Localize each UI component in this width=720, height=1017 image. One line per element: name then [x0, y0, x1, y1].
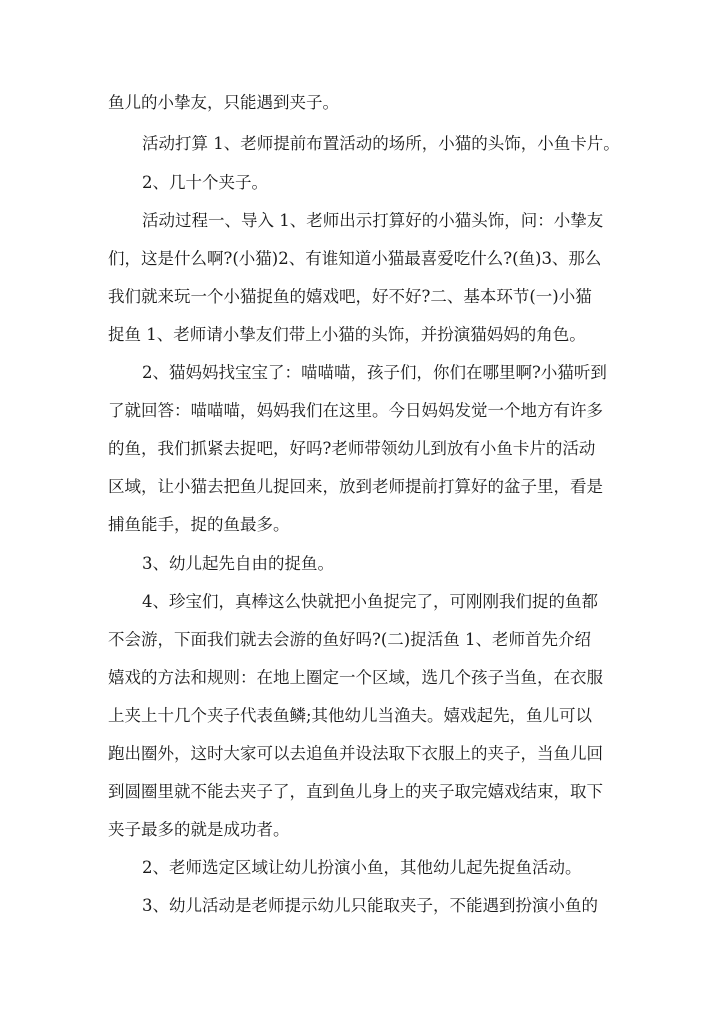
text-line: 不会游，下面我们就去会游的鱼好吗?(二)捉活鱼 1、老师首先介绍 [108, 630, 591, 649]
text-line: 捉鱼 1、老师请小挚友们带上小猫的头饰，并扮演猫妈妈的角色。 [108, 325, 586, 344]
text-line: 2、几十个夹子。 [142, 173, 268, 192]
text-line: 4、珍宝们，真棒这么快就把小鱼捉完了，可刚刚我们捉的鱼都 [142, 592, 598, 611]
text-line: 到圆圈里就不能去夹子了，直到鱼儿身上的夹子取完嬉戏结束，取下 [108, 782, 603, 801]
text-line: 区域，让小猫去把鱼儿捉回来，放到老师提前打算好的盆子里，看是 [108, 477, 603, 496]
text-line: 3、幼儿活动是老师提示幼儿只能取夹子，不能遇到扮演小鱼的 [142, 896, 598, 915]
text-line: 2、老师选定区域让幼儿扮演小鱼，其他幼儿起先捉鱼活动。 [142, 858, 582, 877]
text-line: 鱼儿的小挚友，只能遇到夹子。 [108, 93, 339, 112]
text-line: 夹子最多的就是成功者。 [108, 820, 290, 839]
text-line: 活动过程一、导入 1、老师出示打算好的小猫头饰，问：小挚友 [142, 211, 604, 230]
text-line: 跑出圈外，这时大家可以去追鱼并设法取下衣服上的夹子，当鱼儿回 [108, 744, 603, 763]
text-line: 捕鱼能手，捉的鱼最多。 [108, 515, 290, 534]
text-line: 了就回答：喵喵喵，妈妈我们在这里。今日妈妈发觉一个地方有许多 [108, 401, 603, 420]
text-line: 我们就来玩一个小猫捉鱼的嬉戏吧，好不好?二、基本环节(一)小猫 [108, 287, 592, 306]
text-line: 嬉戏的方法和规则：在地上圈定一个区域，选几个孩子当鱼，在衣服 [108, 668, 603, 687]
text-line: 2、猫妈妈找宝宝了：喵喵喵，孩子们，你们在哪里啊?小猫听到 [142, 363, 607, 382]
text-line: 3、幼儿起先自由的捉鱼。 [142, 554, 334, 573]
text-line: 上夹上十几个夹子代表鱼鳞;其他幼儿当渔夫。嬉戏起先，鱼儿可以 [108, 706, 593, 725]
text-line: 们，这是什么啊?(小猫)2、有谁知道小猫最喜爱吃什么?(鱼)3、那么 [108, 249, 602, 268]
text-line: 的鱼，我们抓紧去捉吧，好吗?老师带领幼儿到放有小鱼卡片的活动 [108, 439, 596, 458]
text-line: 活动打算 1、老师提前布置活动的场所，小猫的头饰，小鱼卡片。 [142, 134, 620, 153]
